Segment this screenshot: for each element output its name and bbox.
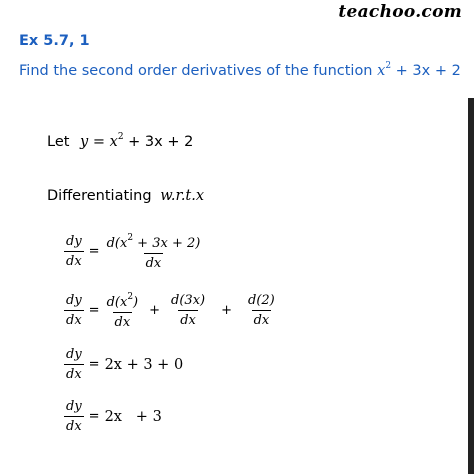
lhs-numerator: dy: [66, 399, 82, 414]
lhs-denominator: dx: [64, 310, 84, 328]
term-2-fraction: [169, 293, 207, 328]
lhs-denominator: dx: [64, 251, 84, 269]
lhs-numerator: dy: [66, 347, 82, 362]
term-3-denominator: dx: [252, 310, 272, 328]
equation-1: [64, 231, 202, 271]
lhs-denominator: dx: [64, 416, 84, 434]
let-exponent: 2: [117, 132, 124, 142]
let-y: y: [80, 134, 89, 150]
rhs-fraction: [105, 231, 203, 271]
term-2-denominator: dx: [178, 310, 198, 328]
let-x: x: [109, 134, 118, 150]
equation-4: [64, 399, 162, 434]
let-label: Let: [47, 134, 70, 150]
term-2-numerator: d(3x): [171, 292, 206, 308]
equals-sign: =: [88, 302, 100, 318]
term-1-exponent: 2: [127, 292, 134, 302]
scrollbar[interactable]: [468, 98, 474, 474]
rhs-num-part-a: d(x: [106, 236, 128, 251]
term-1-num-part-a: d(x: [106, 295, 128, 310]
lhs-numerator: dy: [66, 292, 82, 308]
rhs-expression: 2x + 3: [104, 408, 162, 425]
question-statement: Find the second order derivatives of the function: [19, 63, 373, 79]
exercise-label: Ex 5.7, 1: [19, 33, 90, 49]
rhs-num-part-b: + 3x + 2): [133, 236, 201, 251]
rhs-denominator: dx: [144, 253, 164, 271]
rhs-num-exponent: 2: [127, 233, 134, 243]
lhs-fraction: [64, 399, 84, 434]
rhs-expression: 2x + 3 + 0: [104, 356, 184, 373]
term-1-denominator: dx: [113, 312, 133, 330]
lhs-numerator: dy: [66, 233, 82, 249]
lhs-fraction: [64, 347, 84, 382]
differentiating-line: [47, 188, 204, 204]
wrt-text: w.r.t.x: [160, 188, 205, 204]
question-var: x: [377, 63, 386, 79]
question-exponent: 2: [385, 61, 392, 71]
lhs-fraction: [64, 293, 84, 328]
term-1-num-part-b: ): [133, 295, 139, 310]
rhs-numerator: [105, 231, 203, 253]
equals-sign: =: [88, 357, 100, 372]
question-text: [19, 61, 461, 79]
equals-sign: =: [88, 409, 100, 424]
term-3-fraction: [246, 293, 277, 328]
equation-3: [64, 347, 183, 382]
let-statement: [47, 132, 193, 150]
term-3-numerator: d(2): [248, 292, 275, 308]
teachoo-logo: teachoo.com: [338, 2, 462, 22]
let-equals: =: [88, 134, 106, 150]
let-rest: + 3x + 2: [123, 134, 194, 150]
plus-sign-1: +: [149, 302, 161, 318]
equals-sign: =: [88, 243, 100, 259]
lhs-fraction: [64, 234, 84, 269]
differentiating-label: Differentiating: [47, 188, 152, 204]
term-1-fraction: [105, 290, 141, 330]
lhs-denominator: dx: [64, 364, 84, 382]
plus-sign-2: +: [221, 302, 233, 318]
equation-2: [64, 290, 277, 330]
term-1-numerator: [105, 290, 141, 312]
question-rest: + 3x + 2: [391, 63, 461, 79]
